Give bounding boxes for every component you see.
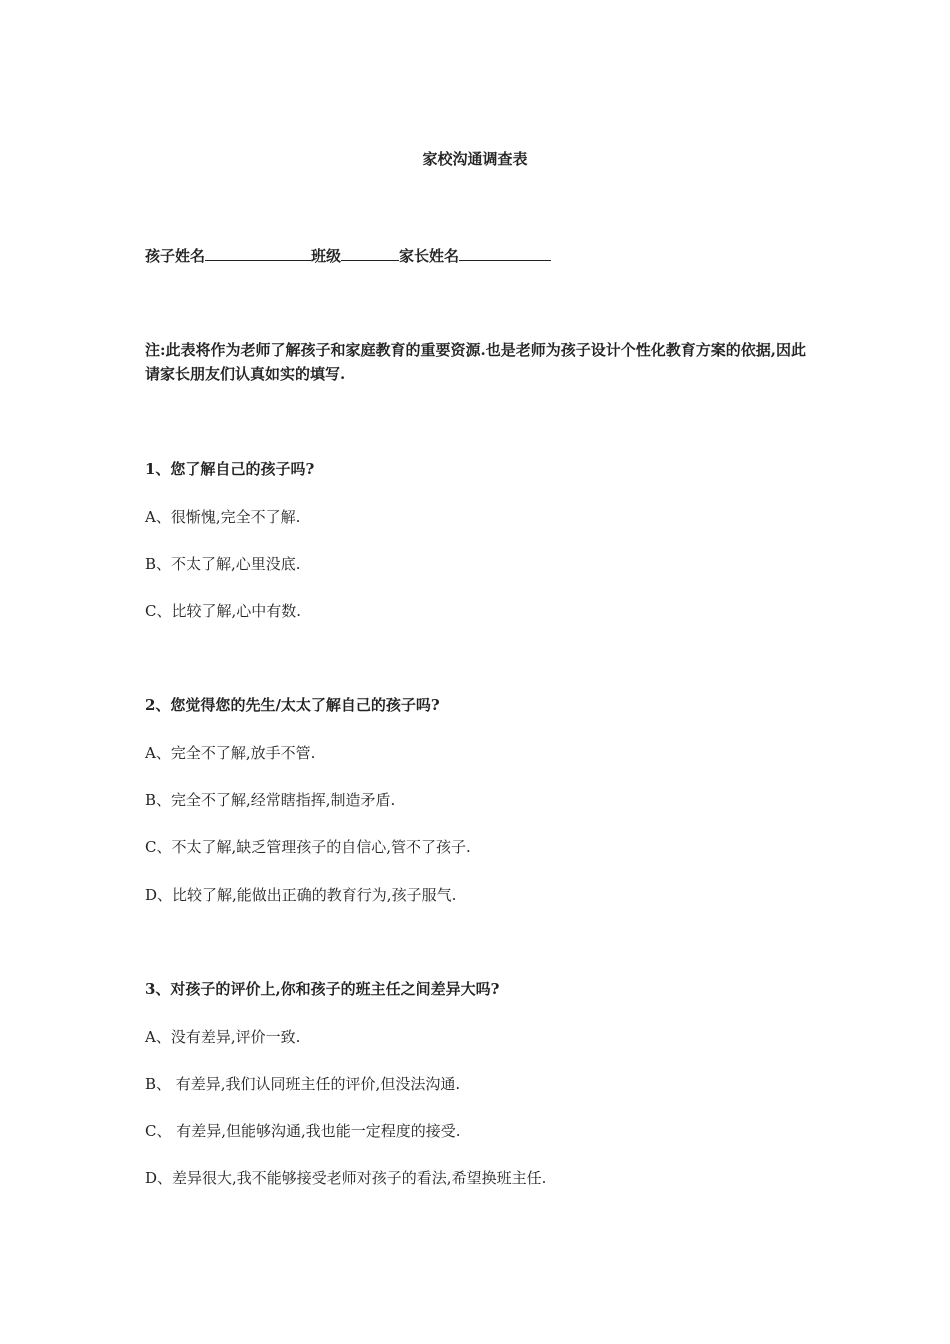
option-2a[interactable]: A、完全不了解,放手不管. <box>145 744 316 762</box>
parent-name-field[interactable] <box>459 244 551 261</box>
option-1b[interactable]: B、不太了解,心里没底. <box>145 555 301 573</box>
question-2: 2、您觉得您的先生/太太了解自己的孩子吗? <box>145 696 440 714</box>
option-2b[interactable]: B、完全不了解,经常瞎指挥,制造矛盾. <box>145 791 396 809</box>
option-2c[interactable]: C、不太了解,缺乏管理孩子的自信心,管不了孩子. <box>145 838 471 856</box>
info-line <box>145 244 551 266</box>
class-label: 班级 <box>311 247 342 265</box>
child-name-field[interactable] <box>205 244 311 261</box>
option-2d[interactable]: D、比较了解,能做出正确的教育行为,孩子服气. <box>145 886 457 904</box>
question-3: 3、对孩子的评价上,你和孩子的班主任之间差异大吗? <box>145 980 500 998</box>
option-3b[interactable]: B、 有差异,我们认同班主任的评价,但没法沟通. <box>145 1075 461 1093</box>
option-1c[interactable]: C、比较了解,心中有数. <box>145 602 302 620</box>
option-3c[interactable]: C、 有差异,但能够沟通,我也能一定程度的接受. <box>145 1122 461 1140</box>
parent-name-label: 家长姓名 <box>399 247 460 265</box>
note-text: 注:此表将作为老师了解孩子和家庭教育的重要资源.也是老师为孩子设计个性化教育方案的依据,因此请家长朋友们认真如实的填写. <box>145 341 806 383</box>
child-name-label: 孩子姓名 <box>145 247 206 265</box>
option-3d[interactable]: D、差异很大,我不能够接受老师对孩子的看法,希望换班主任. <box>145 1169 547 1187</box>
question-1: 1、您了解自己的孩子吗? <box>145 460 315 478</box>
page-title: 家校沟通调查表 <box>422 150 528 168</box>
option-1a[interactable]: A、很惭愧,完全不了解. <box>145 508 301 526</box>
class-field[interactable] <box>341 244 399 261</box>
option-3a[interactable]: A、没有差异,评价一致. <box>145 1028 301 1046</box>
